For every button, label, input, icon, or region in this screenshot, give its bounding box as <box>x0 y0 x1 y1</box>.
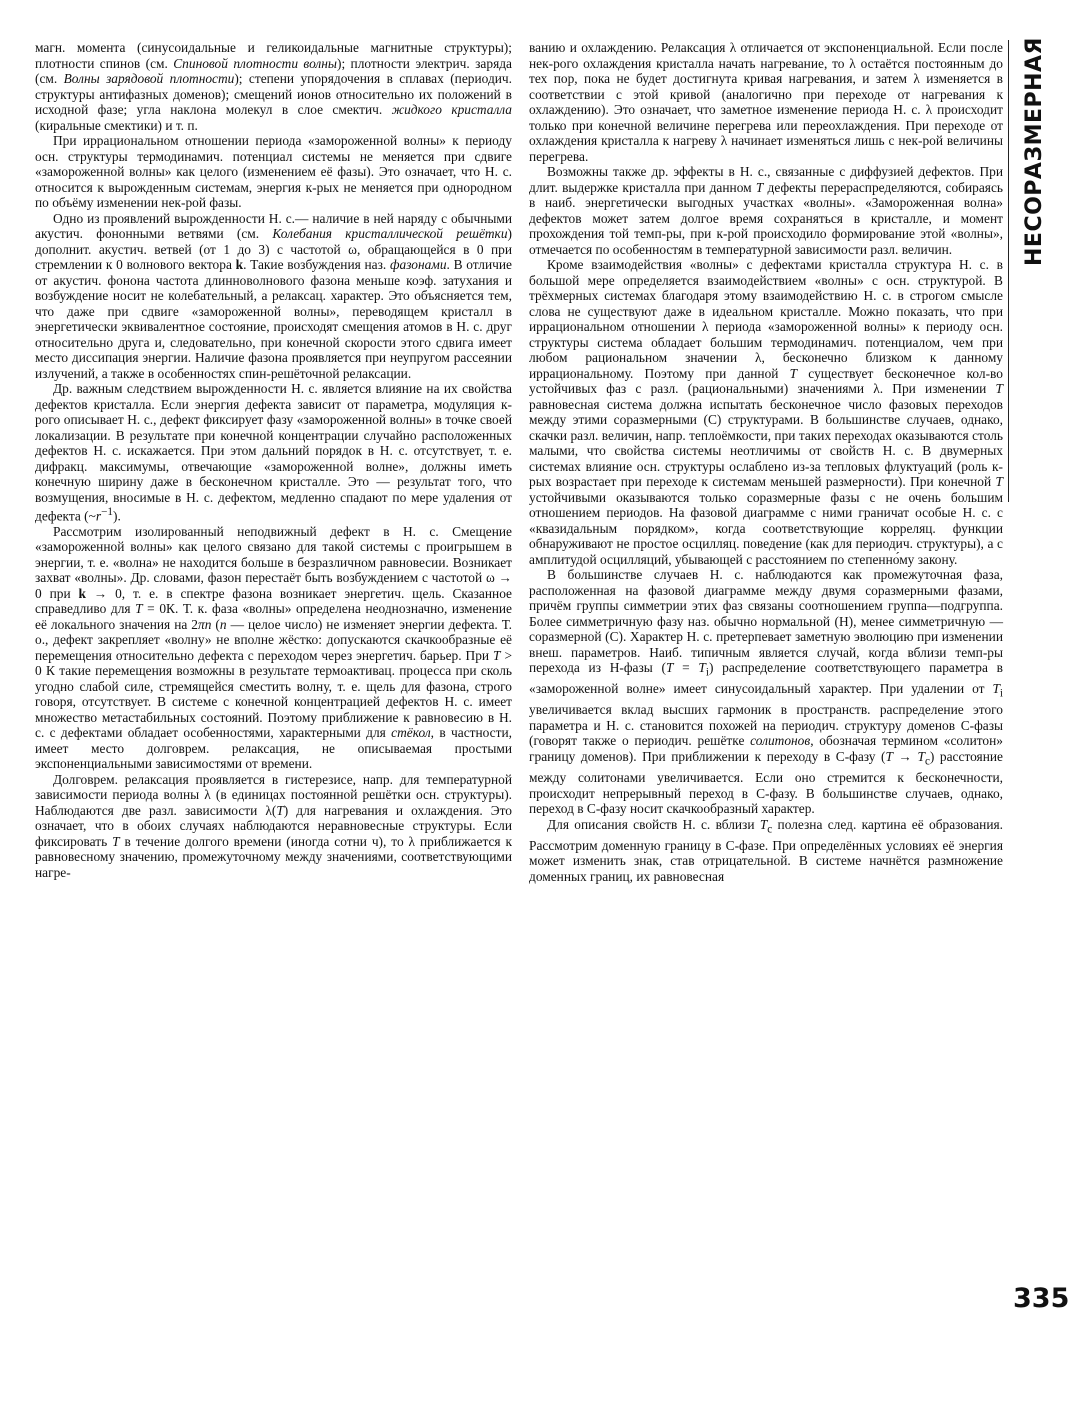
paragraph: Одно из проявлений вырожденности Н. с.— наличие в ней наряду с обычными акустич. фононными ветвями (см. Колебания кристаллической решётки) дополнит. акустич. ветвей (от 1 до 3) с частотой ω, обращающейся в 0 при стремлении к 0 волнового вектора k. Такие возбуждения наз. фазонами. В отличие от акустич. фонона частота длинноволнового фазона меньше коэф. затухания и возбуждение носит не колебательный, а релаксац. характер. Это объясняется тем, что даже при сдвиге «замороженной волны», переводящем кристалл в энергетически эквивалентное состояние, происходят смещения атомов в Н. с. друг относительно друга и, следовательно, при конечной скорости этого сдвига имеет место диссипация энергии. Наличие фазона проявляется при неупругом рассеянии излучений, а также в особенностях спин-решёточной релаксации. <box>35 210 512 381</box>
paragraph: Др. важным следствием вырожденности Н. с. является влияние на их свойства дефектов кристалла. Если энергия дефекта зависит от параметра, модуляция к-рого описывает Н. с., дефект фиксирует фазу «замороженной волны» в точке своей локализации. В результате при конечной концентрации случайно расположенных дефектов Н. с. искажается. При этом дальний порядок в Н. с. отсутствует, т. е. дифракц. максимумы, отвечающие «замороженной волне», должны иметь конечную ширину даже в бесконечном кристалле. Это — результат того, что возмущения, вносимые в Н. с. дефектом, медленно спадают по мере удаления от дефекта $(\sim r^{-1})$. <box>35 381 512 524</box>
paragraph: Долговрем. релаксация проявляется в гистерезисе, напр. для температурной зависимости периода волны λ (в единицах постоянной решётки осн. структуры). Наблюдаются две разл. зависимости λ(T) для нагревания и охлаждения. Это означает, что в обоих случаях наблюдаются неравновесные структуры. Если фиксировать T в течение долгого времени (иногда сотни ч), то λ приближается к равновесному значению, промежуточному между значениями, соответствующими нагре- <box>35 771 512 880</box>
paragraph: В большинстве случаев Н. с. наблюдаются как промежуточная фаза, расположенная на фазовой диаграмме между двумя соразмерными фазами, причём группы симметрии этих фаз связаны соотношением группа—подгруппа. Более симметричную фазу наз. обычно нормальной (Н), менее симметричную — соразмерной (С). Характер Н. с. претерпевает заметную эволюцию при изменении внеш. параметров. Наиб. типичным является случай, когда вблизи темп-ры перехода из Н-фазы $(T = T_i)$ распределение соответствующего параметра в «замороженной волне» имеет синусоидальный характер. При удалении от $T_i$ увеличивается вклад высших гармоник в пространств. распределение этого параметра и Н. с. становится похожей на периодич. структуру доменов С-фазы (говорят также о периодич. решётке солитонов, обозначая термином «солитон» границу доменов). При приближении к переходу в С-фазу $(T \to T_c)$ расстояние между солитонами увеличивается. Если оно стремится к бесконечности, происходит непрерывный переход в С-фазу. В большинстве случаев, однако, переход в С-фазу носит скачкообразный характер. <box>529 567 1003 817</box>
running-head-rule <box>1008 40 1009 502</box>
right-text-column <box>529 40 1003 884</box>
paragraph: Рассмотрим изолированный неподвижный дефект в Н. с. Смещение «замороженной волны» как целого связано для такой системы с проигрышем в энергии, т. е. «волна» не находится больше в безразличном равновесии. Возникает захват «волны». Др. словами, фазон перестаёт быть возбуждением с частотой ω → 0 при k → 0, т. е. в спектре фазона возникает энергетич. щель. Сказанное справедливо для T = 0К. Т. к. фаза «волны» определена неоднозначно, изменение её локального значения на 2πn (n — целое число) не изменяет энергии дефекта. Т. о., дефект закрепляет «волну» не вполне жёстко: допускаются скачкообразные её перемещения относительно дефекта с переходом через энергетич. барьер. При T > 0 К такие перемещения возможны в результате термоактивац. процесса при сколь угодно слабой силе, стремящейся сместить волну, т. е. щель для фазона, строго говоря, отсутствует. В системе с конечной концентрацией дефектов Н. с. имеет множество метастабильных состояний. Поэтому приближение к равновесию в Н. с. с дефектами обладает особенностями, характерными для стёкол, в частности, имеет место долговрем. релаксация, не описываемая простыми экспоненциальными зависимостями от времени. <box>35 523 512 772</box>
paragraph: Возможны также др. эффекты в Н. с., связанные с диффузией дефектов. При длит. выдержке кристалла при данном T дефекты перераспределяются, собираясь в наиб. энергетически выгодных участках «волны». «Замороженная волна» дефектов может затем долгое время сохраняться в кристалле, и момент прохождения той темп-ры, при к-рой происходило формирование этой «волны», отмечается по особенностям в температурной зависимости разл. величин. <box>529 164 1003 257</box>
running-head <box>1014 36 1054 266</box>
page-number: 335 <box>1013 1283 1070 1314</box>
paragraph: Кроме взаимодействия «волны» с дефектами кристалла структура Н. с. в большой мере определяется взаимодействием «волны» с осн. структурой. В трёхмерных системах благодаря этому взаимодействию Н. с. в строгом смысле слова не существуют даже в идеальном кристалле. Можно показать, что при иррациональном отношении λ периода «замороженной волны» к периоду осн. структуры система обладает большим термодинамич. потенциалом, чем при любом рациональном значении λ, бесконечно близком к данному иррациональному. Поэтому при данной T существует бесконечное кол-во устойчивых фаз с разл. (рациональными) значениями λ. При изменении T равновесная система должна испытать бесконечное число фазовых переходов между этими соразмерными (С) структурами. В большинстве случаев, однако, скачки разл. величин, напр. теплоёмкости, при таких переходах оказываются столь малыми, что свойства системы неотличимы от свойств Н. с. В двумерных системах влияние осн. структуры ослаблено из-за тепловых флуктуаций (роль к-рых возрастает при переходе к системам меньшей размерности). При конечной T устойчивыми оказываются только соразмерные фазы с не очень большим отношением периодов. На фазовой диаграмме с ними граничат особые Н. с. с «квазидальным порядком», когда соответствующие корреляц. функции обнаруживают не простое осцилляц. поведение (как для периодич. структуры), а с амплитудой осцилляций, убывающей с расстоянием по степенно́му закону. <box>529 257 1003 567</box>
paragraph: ванию и охлаждению. Релаксация λ отличается от экспоненциальной. Если после нек-рого охлаждения кристалла начать нагревание, то λ остаётся постоянным до тех пор, пока не будет достигнута кривая нагревания, и затем λ изменяется в соответствии с этой кривой (аналогично при переходе от нагревания к охлаждению). Это означает, что заметное изменение периода Н. с. λ происходит только при конечной величине перегрева или переохлаждения. При переходе от охлаждения кристалла к нагреву λ начинает изменяться лишь с нек-рой величины перегрева. <box>529 40 1003 164</box>
paragraph: Для описания свойств Н. с. вблизи $T_c$ полезна след. картина её образования. Рассмотрим доменную границу в С-фазе. При определённых условиях её энергия может изменить знак, став отрицательной. В системе начнётся размножение доменных границ, их равновесная <box>529 816 1003 884</box>
paragraph: При иррациональном отношении периода «замороженной волны» к периоду осн. структуры термодинамич. потенциал системы не меняется при сдвиге «замороженной волны» как целого (изменением её фазы). Это означает, что Н. с. относится к вырожденным системам, энергия к-рых не меняется при однородном по объёму изменении нек-рой фазы. <box>35 133 512 210</box>
left-text-column <box>35 40 512 880</box>
paragraph: магн. момента (синусоидальные и геликоидальные магнитные структуры); плотности спинов (см. Спиновой плотности волны); плотности электрич. заряда (см. Волны зарядовой плотности); степени упорядочения в сплавах (периодич. структуры антифазных доменов); смещений ионов относительно их положений в исходной фазе; угла наклона молекул в слое смектич. жидкого кристалла (киральные смектики) и т. п. <box>35 40 513 133</box>
running-head-text: НЕСОРАЗМЕРНАЯ <box>1021 36 1047 266</box>
